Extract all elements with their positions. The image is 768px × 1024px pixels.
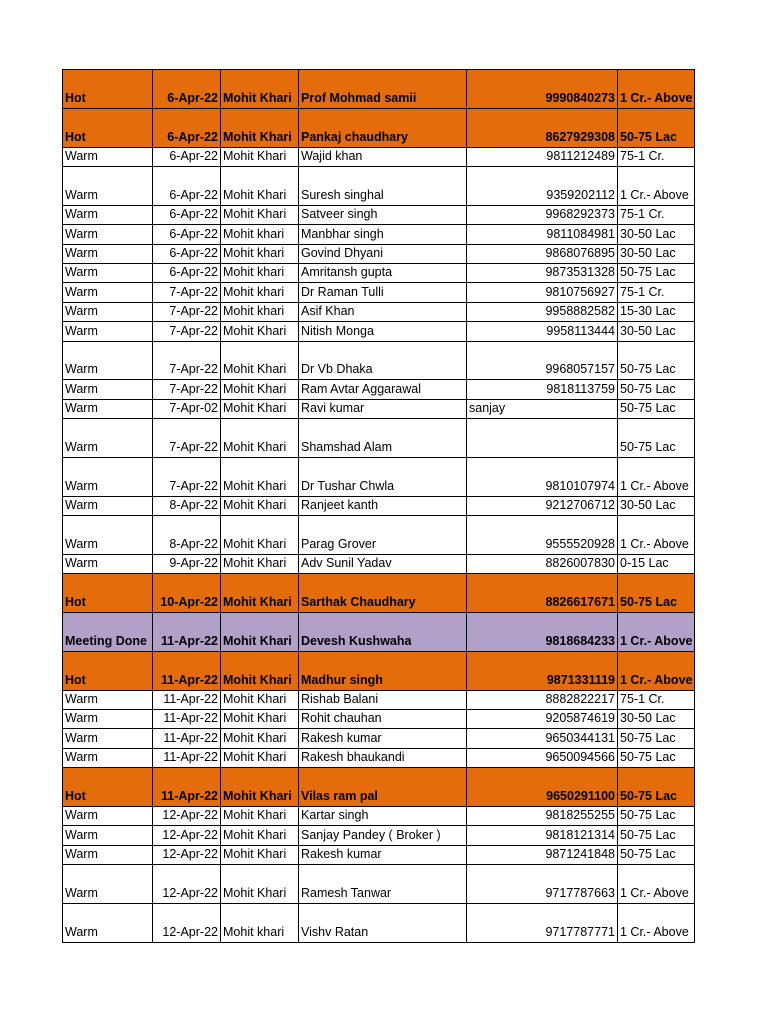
client-name-cell[interactable]: Govind Dhyani	[299, 244, 467, 263]
contact-cell[interactable]	[467, 380, 618, 399]
date-cell[interactable]: 11-Apr-22	[153, 768, 221, 807]
budget-cell[interactable]: 1 Cr.- Above	[618, 613, 695, 652]
budget-cell[interactable]: 1 Cr.- Above	[618, 651, 695, 690]
phone-text: 9958113444	[546, 323, 615, 338]
table-row	[63, 70, 695, 109]
agent-cell[interactable]: Mohit khari	[221, 225, 299, 244]
phone-text: 9990840273	[545, 90, 615, 105]
agent-cell[interactable]: Mohit Khari	[221, 845, 299, 864]
contact-cell[interactable]	[467, 457, 618, 496]
agent-cell[interactable]: Mohit Khari	[221, 380, 299, 399]
budget-cell[interactable]: 50-75 Lac	[618, 845, 695, 864]
agent-cell[interactable]: Mohit Khari	[221, 729, 299, 748]
table-row	[63, 263, 695, 282]
client-name-cell[interactable]: Manbhar singh	[299, 225, 467, 244]
client-name-cell[interactable]: Shamshad Alam	[299, 419, 467, 458]
date-cell[interactable]: 7-Apr-22	[153, 380, 221, 399]
agent-cell[interactable]: Mohit khari	[221, 903, 299, 942]
table-row	[63, 457, 695, 496]
date-cell[interactable]: 7-Apr-22	[153, 322, 221, 341]
agent-cell[interactable]: Mohit Khari	[221, 516, 299, 555]
contact-cell[interactable]	[467, 496, 618, 515]
date-cell[interactable]: 7-Apr-22	[153, 419, 221, 458]
client-name-cell[interactable]: Ramesh Tanwar	[299, 865, 467, 904]
client-name-cell[interactable]: Wajid khan	[299, 147, 467, 166]
table-row	[63, 283, 695, 302]
status-cell[interactable]: Hot	[63, 108, 153, 147]
date-cell[interactable]: 12-Apr-22	[153, 845, 221, 864]
phone-text: 9650344131	[545, 730, 615, 745]
contact-cell[interactable]	[467, 166, 618, 205]
phone-text: 9958882582	[545, 304, 615, 319]
client-name-cell[interactable]: Ravi kumar	[299, 399, 467, 418]
agent-cell[interactable]: Mohit Khari	[221, 496, 299, 515]
contact-cell[interactable]	[467, 283, 618, 302]
phone-text: 9968292373	[545, 207, 615, 222]
date-cell[interactable]: 6-Apr-22	[153, 108, 221, 147]
budget-cell[interactable]: 1 Cr.- Above	[618, 70, 695, 109]
client-name-cell[interactable]: Dr Raman Tulli	[299, 283, 467, 302]
client-name-cell[interactable]: Nitish Monga	[299, 322, 467, 341]
budget-cell[interactable]: 75-1 Cr.	[618, 147, 695, 166]
status-cell[interactable]: Warm	[63, 341, 153, 380]
status-cell[interactable]: Warm	[63, 554, 153, 573]
leads-table	[62, 69, 695, 943]
status-cell[interactable]: Warm	[63, 283, 153, 302]
contact-cell[interactable]	[467, 826, 618, 845]
date-cell[interactable]: 12-Apr-22	[153, 865, 221, 904]
status-cell[interactable]: Warm	[63, 419, 153, 458]
contact-cell[interactable]	[467, 574, 618, 613]
table-row	[63, 554, 695, 573]
status-cell[interactable]: Hot	[63, 651, 153, 690]
client-name-cell[interactable]: Rakesh kumar	[299, 845, 467, 864]
date-cell[interactable]: 12-Apr-22	[153, 807, 221, 826]
client-name-cell[interactable]: Adv Sunil Yadav	[299, 554, 467, 573]
table-row	[63, 244, 695, 263]
status-cell[interactable]: Warm	[63, 807, 153, 826]
date-cell[interactable]: 6-Apr-22	[153, 166, 221, 205]
phone-text: 9818121314	[545, 827, 615, 842]
agent-cell[interactable]: Mohit khari	[221, 302, 299, 321]
date-cell[interactable]: 6-Apr-22	[153, 147, 221, 166]
client-name-cell[interactable]: Rishab Balani	[299, 690, 467, 709]
phone-text: 9650291100	[546, 789, 615, 804]
date-cell[interactable]: 7-Apr-22	[153, 457, 221, 496]
table-row	[63, 225, 695, 244]
phone-text: 9811084981	[546, 226, 615, 241]
budget-cell[interactable]: 30-50 Lac	[618, 225, 695, 244]
status-cell[interactable]: Warm	[63, 205, 153, 224]
agent-cell[interactable]: Mohit Khari	[221, 865, 299, 904]
date-cell[interactable]: 11-Apr-22	[153, 710, 221, 729]
date-cell[interactable]: 6-Apr-22	[153, 205, 221, 224]
agent-cell[interactable]: Mohit Khari	[221, 322, 299, 341]
agent-cell[interactable]: Mohit Khari	[221, 768, 299, 807]
contact-cell[interactable]	[467, 399, 618, 418]
phone-text: 9717787771	[545, 924, 615, 939]
phone-text: 9650094566	[545, 750, 615, 765]
phone-text: 9810756927	[545, 284, 615, 299]
date-cell[interactable]: 7-Apr-02	[153, 399, 221, 418]
table-row	[63, 845, 695, 864]
budget-cell[interactable]: 50-75 Lac	[618, 729, 695, 748]
status-cell[interactable]: Warm	[63, 166, 153, 205]
table-row	[63, 205, 695, 224]
agent-cell[interactable]: Mohit Khari	[221, 70, 299, 109]
client-name-cell[interactable]: Parag Grover	[299, 516, 467, 555]
contact-cell[interactable]	[467, 768, 618, 807]
contact-cell[interactable]	[467, 263, 618, 282]
date-cell[interactable]: 10-Apr-22	[153, 574, 221, 613]
client-name-cell[interactable]: Ram Avtar Aggarawal	[299, 380, 467, 399]
contact-cell[interactable]	[467, 748, 618, 767]
phone-text: 9818255255	[545, 808, 615, 823]
table-row	[63, 419, 695, 458]
client-name-cell[interactable]: Satveer singh	[299, 205, 467, 224]
agent-cell[interactable]: Mohit Khari	[221, 613, 299, 652]
agent-cell[interactable]: Mohit Khari	[221, 457, 299, 496]
contact-cell[interactable]	[467, 302, 618, 321]
budget-cell[interactable]: 50-75 Lac	[618, 826, 695, 845]
table-row	[63, 729, 695, 748]
client-name-cell[interactable]: Asif Khan	[299, 302, 467, 321]
date-cell[interactable]: 7-Apr-22	[153, 341, 221, 380]
agent-cell[interactable]: Mohit Khari	[221, 399, 299, 418]
status-cell[interactable]: Warm	[63, 322, 153, 341]
budget-cell[interactable]: 75-1 Cr.	[618, 690, 695, 709]
table-row	[63, 147, 695, 166]
client-name-cell[interactable]: Rakesh kumar	[299, 729, 467, 748]
phone-text: 9717787663	[545, 885, 615, 900]
budget-cell[interactable]: 50-75 Lac	[618, 748, 695, 767]
contact-cell[interactable]	[467, 70, 618, 109]
agent-cell[interactable]: Mohit Khari	[221, 419, 299, 458]
phone-text: 9359202112	[546, 187, 615, 202]
contact-cell[interactable]	[467, 729, 618, 748]
agent-cell[interactable]: Mohit khari	[221, 263, 299, 282]
client-name-cell[interactable]: Rohit chauhan	[299, 710, 467, 729]
contact-cell[interactable]	[467, 865, 618, 904]
status-cell[interactable]: Warm	[63, 826, 153, 845]
status-cell[interactable]: Warm	[63, 516, 153, 555]
contact-cell[interactable]	[467, 341, 618, 380]
date-cell[interactable]: 6-Apr-22	[153, 263, 221, 282]
status-cell[interactable]: Meeting Done	[63, 613, 153, 652]
phone-text: 8826617671	[545, 595, 615, 610]
phone-text: 9212706712	[545, 498, 615, 513]
client-name-cell[interactable]: Sarthak Chaudhary	[299, 574, 467, 613]
contact-cell[interactable]	[467, 554, 618, 573]
status-cell[interactable]: Warm	[63, 302, 153, 321]
client-name-cell[interactable]: Devesh Kushwaha	[299, 613, 467, 652]
contact-cell[interactable]	[467, 205, 618, 224]
status-cell[interactable]: Warm	[63, 225, 153, 244]
status-cell[interactable]: Warm	[63, 399, 153, 418]
table-row	[63, 826, 695, 845]
phone-text: 9818113759	[546, 381, 615, 396]
phone-text: 9871241848	[545, 847, 615, 862]
client-name-cell[interactable]: Dr Vb Dhaka	[299, 341, 467, 380]
agent-cell[interactable]: Mohit Khari	[221, 205, 299, 224]
agent-cell[interactable]: Mohit Khari	[221, 651, 299, 690]
client-name-cell[interactable]: Kartar singh	[299, 807, 467, 826]
phone-text: 9873531328	[545, 265, 615, 280]
date-cell[interactable]: 6-Apr-22	[153, 244, 221, 263]
status-cell[interactable]: Warm	[63, 690, 153, 709]
phone-text: 8627929308	[545, 129, 615, 144]
table-row	[63, 710, 695, 729]
table-row	[63, 903, 695, 942]
contact-cell[interactable]	[467, 710, 618, 729]
phone-text: 9818684233	[545, 633, 615, 648]
phone-text: 9205874619	[545, 711, 615, 726]
contact-cell[interactable]	[467, 419, 618, 458]
budget-cell[interactable]: 1 Cr.- Above	[618, 516, 695, 555]
client-name-cell[interactable]: Suresh singhal	[299, 166, 467, 205]
table-row	[63, 807, 695, 826]
client-name-cell[interactable]: Vilas ram pal	[299, 768, 467, 807]
table-row	[63, 748, 695, 767]
client-name-cell[interactable]: Rakesh bhaukandi	[299, 748, 467, 767]
budget-cell[interactable]: 50-75 Lac	[618, 574, 695, 613]
agent-cell[interactable]: Mohit Khari	[221, 108, 299, 147]
budget-cell[interactable]: 50-75 Lac	[618, 263, 695, 282]
client-name-cell[interactable]: Sanjay Pandey ( Broker )	[299, 826, 467, 845]
date-cell[interactable]: 11-Apr-22	[153, 690, 221, 709]
table-row	[63, 496, 695, 515]
client-name-cell[interactable]: Ranjeet kanth	[299, 496, 467, 515]
date-cell[interactable]: 8-Apr-22	[153, 516, 221, 555]
agent-cell[interactable]: Mohit khari	[221, 283, 299, 302]
budget-cell[interactable]: 30-50 Lac	[618, 710, 695, 729]
table-row	[63, 516, 695, 555]
contact-cell[interactable]	[467, 244, 618, 263]
client-name-cell[interactable]: Pankaj chaudhary	[299, 108, 467, 147]
contact-cell[interactable]	[467, 690, 618, 709]
budget-cell[interactable]: 30-50 Lac	[618, 496, 695, 515]
phone-text: 9810107974	[545, 478, 615, 493]
client-name-cell[interactable]: Madhur singh	[299, 651, 467, 690]
date-cell[interactable]: 12-Apr-22	[153, 903, 221, 942]
status-cell[interactable]: Warm	[63, 845, 153, 864]
budget-cell[interactable]: 50-75 Lac	[618, 807, 695, 826]
contact-cell[interactable]	[467, 613, 618, 652]
agent-cell[interactable]: Mohit Khari	[221, 574, 299, 613]
table-row	[63, 341, 695, 380]
agent-cell[interactable]: Mohit Khari	[221, 807, 299, 826]
date-cell[interactable]: 11-Apr-22	[153, 729, 221, 748]
date-cell[interactable]: 12-Apr-22	[153, 826, 221, 845]
budget-cell[interactable]: 15-30 Lac	[618, 302, 695, 321]
status-cell[interactable]: Warm	[63, 263, 153, 282]
status-cell[interactable]: Warm	[63, 748, 153, 767]
contact-cell[interactable]	[467, 903, 618, 942]
date-cell[interactable]: 11-Apr-22	[153, 748, 221, 767]
phone-text: 9811212489	[546, 148, 615, 163]
contact-cell[interactable]	[467, 322, 618, 341]
budget-cell[interactable]: 50-75 Lac	[618, 399, 695, 418]
date-cell[interactable]: 9-Apr-22	[153, 554, 221, 573]
budget-cell[interactable]: 1 Cr.- Above	[618, 457, 695, 496]
agent-cell[interactable]: Mohit Khari	[221, 748, 299, 767]
client-name-cell[interactable]: Amritansh gupta	[299, 263, 467, 282]
budget-cell[interactable]: 75-1 Cr.	[618, 205, 695, 224]
status-cell[interactable]: Warm	[63, 457, 153, 496]
status-cell[interactable]: Warm	[63, 710, 153, 729]
budget-cell[interactable]: 30-50 Lac	[618, 322, 695, 341]
table-row	[63, 613, 695, 652]
leads-table-body	[63, 70, 695, 943]
table-row	[63, 399, 695, 418]
phone-text: 8826007830	[545, 556, 615, 571]
contact-cell[interactable]	[467, 147, 618, 166]
contact-cell[interactable]	[467, 516, 618, 555]
contact-cell[interactable]	[467, 807, 618, 826]
table-row	[63, 166, 695, 205]
contact-cell[interactable]	[467, 651, 618, 690]
budget-cell[interactable]: 0-15 Lac	[618, 554, 695, 573]
agent-cell[interactable]: Mohit Khari	[221, 341, 299, 380]
table-row	[63, 380, 695, 399]
budget-cell[interactable]: 1 Cr.- Above	[618, 865, 695, 904]
date-cell[interactable]: 7-Apr-22	[153, 283, 221, 302]
table-row	[63, 651, 695, 690]
budget-cell[interactable]: 75-1 Cr.	[618, 283, 695, 302]
status-cell[interactable]: Hot	[63, 574, 153, 613]
reference-text: sanjay	[469, 401, 506, 416]
phone-text: 9555520928	[545, 536, 615, 551]
agent-cell[interactable]: Mohit Khari	[221, 147, 299, 166]
budget-cell[interactable]: 1 Cr.- Above	[618, 166, 695, 205]
budget-cell[interactable]: 50-75 Lac	[618, 341, 695, 380]
table-row	[63, 574, 695, 613]
agent-cell[interactable]: Mohit Khari	[221, 166, 299, 205]
status-cell[interactable]: Warm	[63, 729, 153, 748]
agent-cell[interactable]: Mohit Khari	[221, 710, 299, 729]
date-cell[interactable]: 6-Apr-22	[153, 225, 221, 244]
phone-text: 9868076895	[545, 245, 615, 260]
status-cell[interactable]: Hot	[63, 70, 153, 109]
budget-cell[interactable]: 50-75 Lac	[618, 419, 695, 458]
phone-text: 8882822217	[545, 692, 615, 707]
client-name-cell[interactable]: Prof Mohmad samii	[299, 70, 467, 109]
date-cell[interactable]: 11-Apr-22	[153, 613, 221, 652]
status-cell[interactable]: Warm	[63, 147, 153, 166]
contact-cell[interactable]	[467, 108, 618, 147]
agent-cell[interactable]: Mohit khari	[221, 244, 299, 263]
budget-cell[interactable]: 50-75 Lac	[618, 380, 695, 399]
budget-cell[interactable]: 50-75 Lac	[618, 108, 695, 147]
client-name-cell[interactable]: Dr Tushar Chwla	[299, 457, 467, 496]
agent-cell[interactable]: Mohit Khari	[221, 826, 299, 845]
budget-cell[interactable]: 1 Cr.- Above	[618, 903, 695, 942]
agent-cell[interactable]: Mohit Khari	[221, 690, 299, 709]
date-cell[interactable]: 7-Apr-22	[153, 302, 221, 321]
client-name-cell[interactable]: Vishv Ratan	[299, 903, 467, 942]
status-cell[interactable]: Warm	[63, 244, 153, 263]
phone-text: 9968057157	[545, 362, 615, 377]
status-cell[interactable]: Warm	[63, 496, 153, 515]
budget-cell[interactable]: 50-75 Lac	[618, 768, 695, 807]
table-row	[63, 322, 695, 341]
budget-cell[interactable]: 30-50 Lac	[618, 244, 695, 263]
table-row	[63, 690, 695, 709]
date-cell[interactable]: 8-Apr-22	[153, 496, 221, 515]
table-row	[63, 768, 695, 807]
date-cell[interactable]: 11-Apr-22	[153, 651, 221, 690]
status-cell[interactable]: Warm	[63, 865, 153, 904]
contact-cell[interactable]	[467, 845, 618, 864]
table-row	[63, 865, 695, 904]
contact-cell[interactable]	[467, 225, 618, 244]
agent-cell[interactable]: Mohit Khari	[221, 554, 299, 573]
table-row	[63, 302, 695, 321]
date-cell[interactable]: 6-Apr-22	[153, 70, 221, 109]
status-cell[interactable]: Warm	[63, 380, 153, 399]
table-row	[63, 108, 695, 147]
status-cell[interactable]: Warm	[63, 903, 153, 942]
phone-text: 9871331119	[546, 672, 615, 687]
status-cell[interactable]: Hot	[63, 768, 153, 807]
